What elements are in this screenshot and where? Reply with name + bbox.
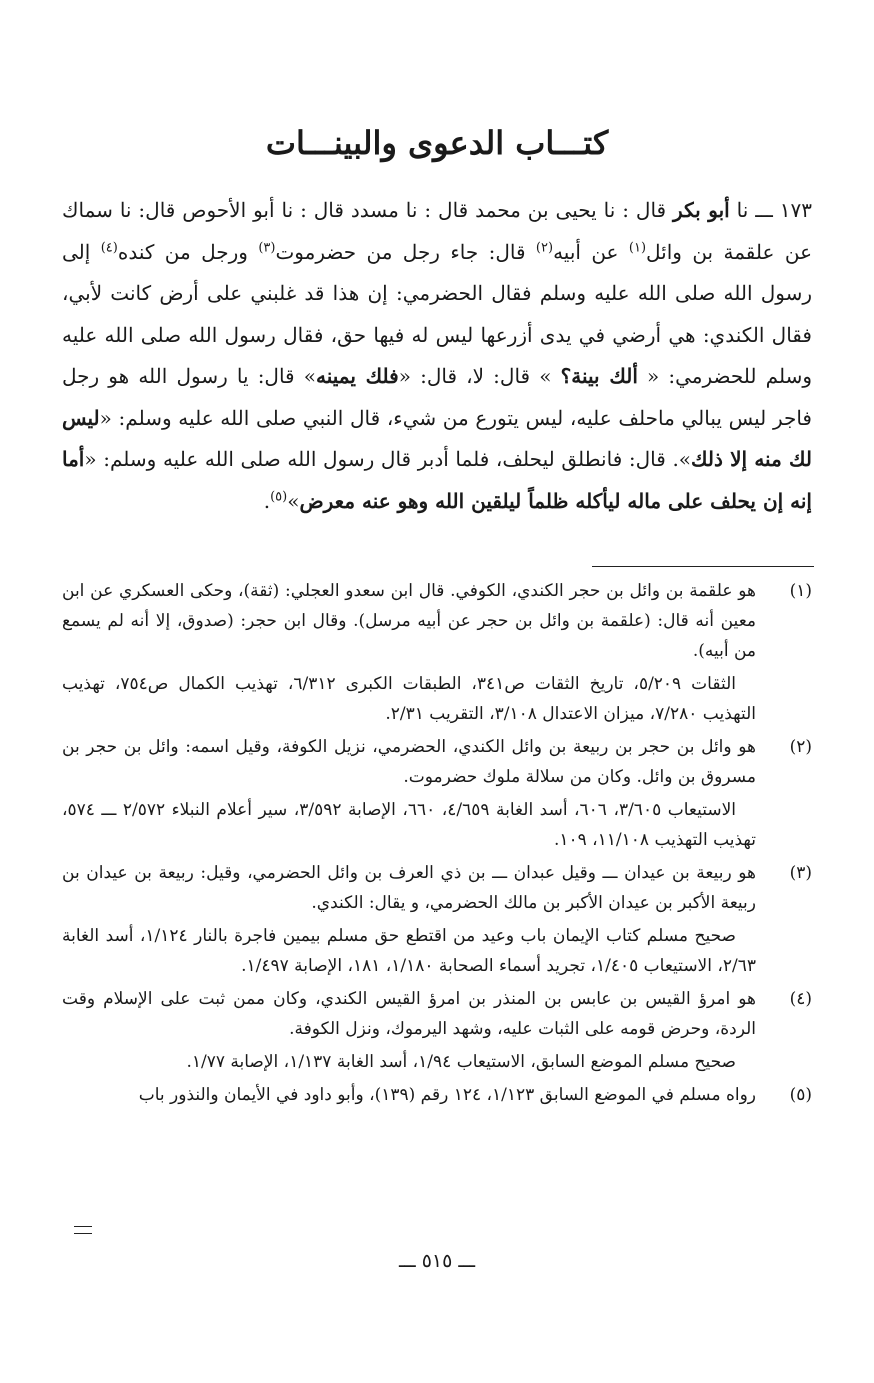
footnotes-section [62,576,812,1113]
footnote-ref-4[interactable]: (٤) [100,239,118,255]
footnote-sources: الاستيعاب ٣/٦٠٥، ٦٠٦، أسد الغابة ٤/٦٥٩، ٦٦٠، الإصابة ٣/٥٩٢، سير أعلام النبلاء ٢/٥٧٢ ـــ ٥٧٤، تهذيب التهذيب ١١/١٠٨، ١٠٩. [62,800,756,850]
footnote-number: (٣) [789,863,812,883]
footnote-number: (٢) [789,737,812,757]
footnote-2 [62,732,812,855]
footnote-ref-1[interactable]: (١) [628,239,647,255]
footnote-3 [62,858,812,981]
prophet-quote-2: فلك يمينه [316,364,399,388]
footnote-number: (١) [789,581,812,601]
footnote-text: هو وائل بن حجر بن ربيعة بن وائل الكندي، الحضرمي، نزيل الكوفة، وقيل اسمه: وائل بن حجر بن مسروق بن وائل. وكان من سلالة ملوك حضرموت. [62,737,756,787]
footnote-5 [62,1080,812,1110]
footnote-divider [592,566,814,567]
footnote-4 [62,984,812,1077]
hadith-text: ١٧٣ ـــ نا أبو بكر قال : نا يحيى بن محمد قال : نا مسدد قال : نا أبو الأحوص قال: نا سماك عن علقمة بن وائل$^{(١)}$ عن أبيه$^{(٢)}$ قال: جاء رجل من حضرموت$^{(٣)}$ ورجل من كنده$^{(٤)}$ إلى رسول الله صلى الله عليه وسلم فقال الحضرمي: إن هذا قد غلبني على أرض كانت لأبي، فقال الكندي: هي أرضي في يدى أزرعها ليس له فيها حق، فقال رسول الله صلى الله عليه وسلم للحضرمي: « ألك بينة؟ » قال: لا، قال: «فلك يمينه» قال: يا رسول الله هو رجل فاجر ليس يبالي ماحلف عليه، ليس يتورع من شيء، قال النبي صلى الله عليه وسلم: «ليس لك منه إلا ذلك». قال: فانطلق ليحلف، فلما أدبر قال رسول الله صلى الله عليه وسلم: «أما إنه إن يحلف على ماله ليأكله ظلماً ليلقين الله وهو عنه معرض»$^{(٥)}$. [62,198,813,513]
prophet-quote-3: ليس لك منه إلا ذلك [62,405,812,471]
footnote-ref-2[interactable]: (٢) [535,239,554,255]
prophet-quote-1: ألك بينة؟ [560,364,638,388]
page-number: ـــ ٥١٥ ـــ [398,1250,476,1272]
footnote-number: (٤) [789,989,812,1009]
footnote-sources: صحيح مسلم الموضع السابق، الاستيعاب ١/٩٤، أسد الغابة ١/١٣٧، الإصابة ١/٧٧. [186,1052,736,1072]
chapter-title: كتـــاب الدعوى والبينـــات [265,124,609,162]
hadith-number: ١٧٣ [779,198,812,222]
footnote-number: (٥) [789,1085,812,1105]
footnote-ref-3[interactable]: (٣) [258,239,276,255]
continuation-mark [74,1226,92,1234]
footnote-text: رواه مسلم في الموضع السابق ١/١٢٣، ١٢٤ رقم (١٣٩)، وأبو داود في الأيمان والنذور باب [138,1085,756,1105]
footnote-ref-5[interactable]: (٥) [270,488,288,504]
prophet-quote-4: أما إنه إن يحلف على ماله ليأكله ظلماً ليلقين الله وهو عنه معرض [62,447,812,513]
footnote-sources: الثقات ٥/٢٠٩، تاريخ الثقات ص٣٤١، الطبقات الكبرى ٦/٣١٢، تهذيب الكمال ص٧٥٤، تهذيب التهذيب ٧/٢٨٠، ميزان الاعتدال ٣/١٠٨، التقريب ٢/٣١. [62,674,756,724]
footnote-text: هو علقمة بن وائل بن حجر الكندي، الكوفي. قال ابن سعدو العجلي: (ثقة)، وحكى العسكري عن ابن معين أنه قال: (علقمة بن وائل بن حجر عن أبيه مرسل). وقال ابن حجر: (صدوق، إلا أنه لم يسمع من أبيه). [62,581,756,661]
footnote-sources: صحيح مسلم كتاب الإيمان باب وعيد من اقتطع حق مسلم بيمين فاجرة بالنار ١/١٢٤، أسد الغابة ٢/٦٣، الاستيعاب ١/٤٠٥، تجريد أسماء الصحابة ١/١٨٠، ١٨١، الإصابة ١/٤٩٧. [62,926,756,976]
footnote-1 [62,576,812,729]
footnote-text: هو ربيعة بن عيدان ـــ وقيل عبدان ـــ بن ذي العرف بن وائل الحضرمي، وقيل: ربيعة بن عيدان بن ربيعة الأكبر بن عيدان الأكبر بن مالك الحضرمي، و يقال: الكندي. [62,863,756,913]
footnote-text: هو امرؤ القيس بن عابس بن المنذر بن امرؤ القيس الكندي، وكان ممن ثبت على الإسلام وقت الردة، وحرض قومه على الثبات عليه، وشهد اليرموك، ونزل الكوفة. [62,989,756,1039]
narrator-name: أبو بكر [673,198,730,222]
